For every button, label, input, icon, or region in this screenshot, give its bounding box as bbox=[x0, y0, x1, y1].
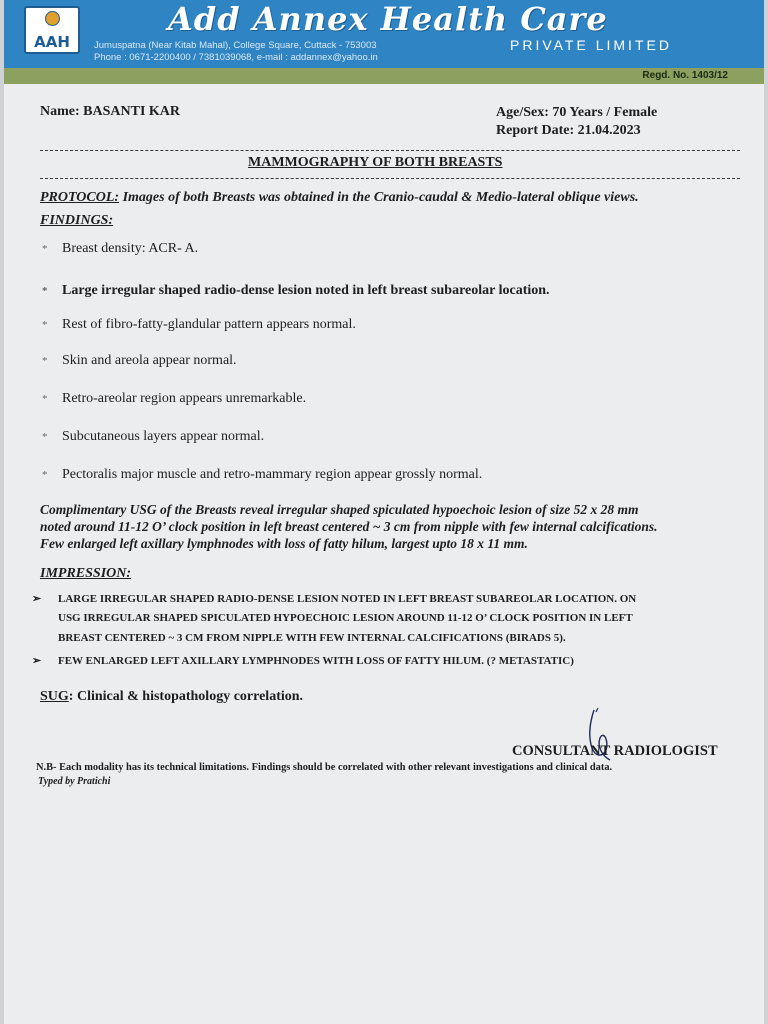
arrow-bullet-icon: ➢ bbox=[32, 593, 42, 605]
usg-line: Complimentary USG of the Breasts reveal irregular shaped spiculated hypoechoic lesion of size 52 x 28 mm bbox=[40, 502, 639, 517]
finding-text: Rest of fibro-fatty-glandular pattern appears normal. bbox=[62, 317, 356, 332]
bullet-star-icon: * bbox=[42, 469, 48, 481]
patient-name: Name: BASANTI KAR bbox=[40, 104, 180, 119]
finding-text: Subcutaneous layers appear normal. bbox=[62, 429, 265, 444]
finding-item bbox=[42, 241, 198, 257]
finding-item bbox=[42, 353, 237, 369]
address-line: Jumuspatna (Near Kitab Mahal), College Square, Cuttack - 753003 bbox=[94, 40, 377, 51]
impression-text: LARGE IRREGULAR SHAPED RADIO-DENSE LESION NOTED IN LEFT BREAST SUBAREOLAR LOCATION. ON bbox=[58, 593, 637, 605]
report-title: MAMMOGRAPHY OF BOTH BREASTS bbox=[248, 155, 503, 170]
bullet-star-icon: * bbox=[42, 355, 48, 367]
findings-heading: FINDINGS: bbox=[40, 213, 114, 228]
finding-item bbox=[42, 467, 482, 483]
logo-text: AAH bbox=[34, 33, 70, 51]
finding-text: Retro-areolar region appears unremarkable. bbox=[62, 391, 307, 406]
finding-text: Skin and areola appear normal. bbox=[62, 353, 237, 368]
logo-figure-icon bbox=[45, 11, 60, 26]
company-address bbox=[94, 40, 378, 64]
protocol-line bbox=[40, 190, 639, 206]
finding-text: Pectoralis major muscle and retro-mammary region appear grossly normal. bbox=[62, 467, 483, 482]
protocol-label: PROTOCOL: bbox=[40, 190, 120, 205]
private-limited-label: PRIVATE LIMITED bbox=[510, 37, 672, 53]
protocol-text: Images of both Breasts was obtained in the Cranio-caudal & Medio-lateral oblique views. bbox=[119, 190, 639, 205]
suggestion-line bbox=[40, 689, 303, 705]
impression-text: USG IRREGULAR SHAPED SPICULATED HYPOECHOIC LESION AROUND 11-12 O’ CLOCK POSITION IN LEFT bbox=[58, 612, 633, 624]
finding-item bbox=[42, 317, 356, 333]
registration-number: Regd. No. 1403/12 bbox=[642, 70, 728, 81]
disclaimer-note: N.B- Each modality has its technical limitations. Findings should be correlated with other relevant investigations and clinical data. bbox=[36, 762, 613, 773]
divider-bottom bbox=[40, 178, 740, 179]
bullet-star-icon: * bbox=[42, 243, 48, 255]
impression-item bbox=[32, 592, 636, 605]
patient-age-sex: Age/Sex: 70 Years / Female bbox=[496, 105, 658, 120]
company-logo bbox=[24, 6, 80, 54]
company-name: Add Annex Health Care bbox=[168, 0, 608, 38]
usg-line: Few enlarged left axillary lymphnodes with loss of fatty hilum, largest upto 18 x 11 mm. bbox=[40, 536, 528, 551]
impression-heading: IMPRESSION: bbox=[40, 566, 132, 581]
bullet-star-icon: * bbox=[42, 319, 48, 331]
impression-text: BREAST CENTERED ~ 3 CM FROM NIPPLE WITH FEW INTERNAL CALCIFICATIONS (BIRADS 5). bbox=[58, 632, 566, 644]
bullet-star-icon: * bbox=[42, 285, 48, 297]
impression-text: FEW ENLARGED LEFT AXILLARY LYMPHNODES WITH LOSS OF FATTY HILUM. (? METASTATIC) bbox=[58, 655, 574, 667]
arrow-bullet-icon: ➢ bbox=[32, 655, 42, 667]
consultant-radiologist-title: CONSULTANT RADIOLOGIST bbox=[512, 743, 718, 759]
finding-item bbox=[42, 429, 264, 445]
contact-line: Phone : 0671-2200400 / 7381039068, e-mail : addannex@yahoo.in bbox=[94, 52, 378, 63]
bullet-star-icon: * bbox=[42, 431, 48, 443]
suggestion-label: SUG bbox=[40, 689, 69, 704]
suggestion-text: : Clinical & histopathology correlation. bbox=[68, 689, 304, 704]
typed-by: Typed by Pratichi bbox=[38, 776, 111, 787]
report-date: Report Date: 21.04.2023 bbox=[496, 123, 641, 138]
finding-text: Large irregular shaped radio-dense lesion noted in left breast subareolar location. bbox=[62, 283, 550, 298]
finding-text: Breast density: ACR- A. bbox=[62, 241, 199, 256]
divider-top bbox=[40, 150, 740, 151]
impression-item bbox=[32, 654, 574, 667]
bullet-star-icon: * bbox=[42, 393, 48, 405]
finding-item bbox=[42, 283, 550, 299]
finding-item bbox=[42, 391, 306, 407]
usg-line: noted around 11-12 O’ clock position in left breast centered ~ 3 cm from nipple with few internal calcifications. bbox=[40, 519, 658, 534]
report-page bbox=[4, 0, 764, 1024]
complimentary-usg-paragraph bbox=[40, 501, 752, 552]
letterhead-banner bbox=[4, 0, 764, 68]
